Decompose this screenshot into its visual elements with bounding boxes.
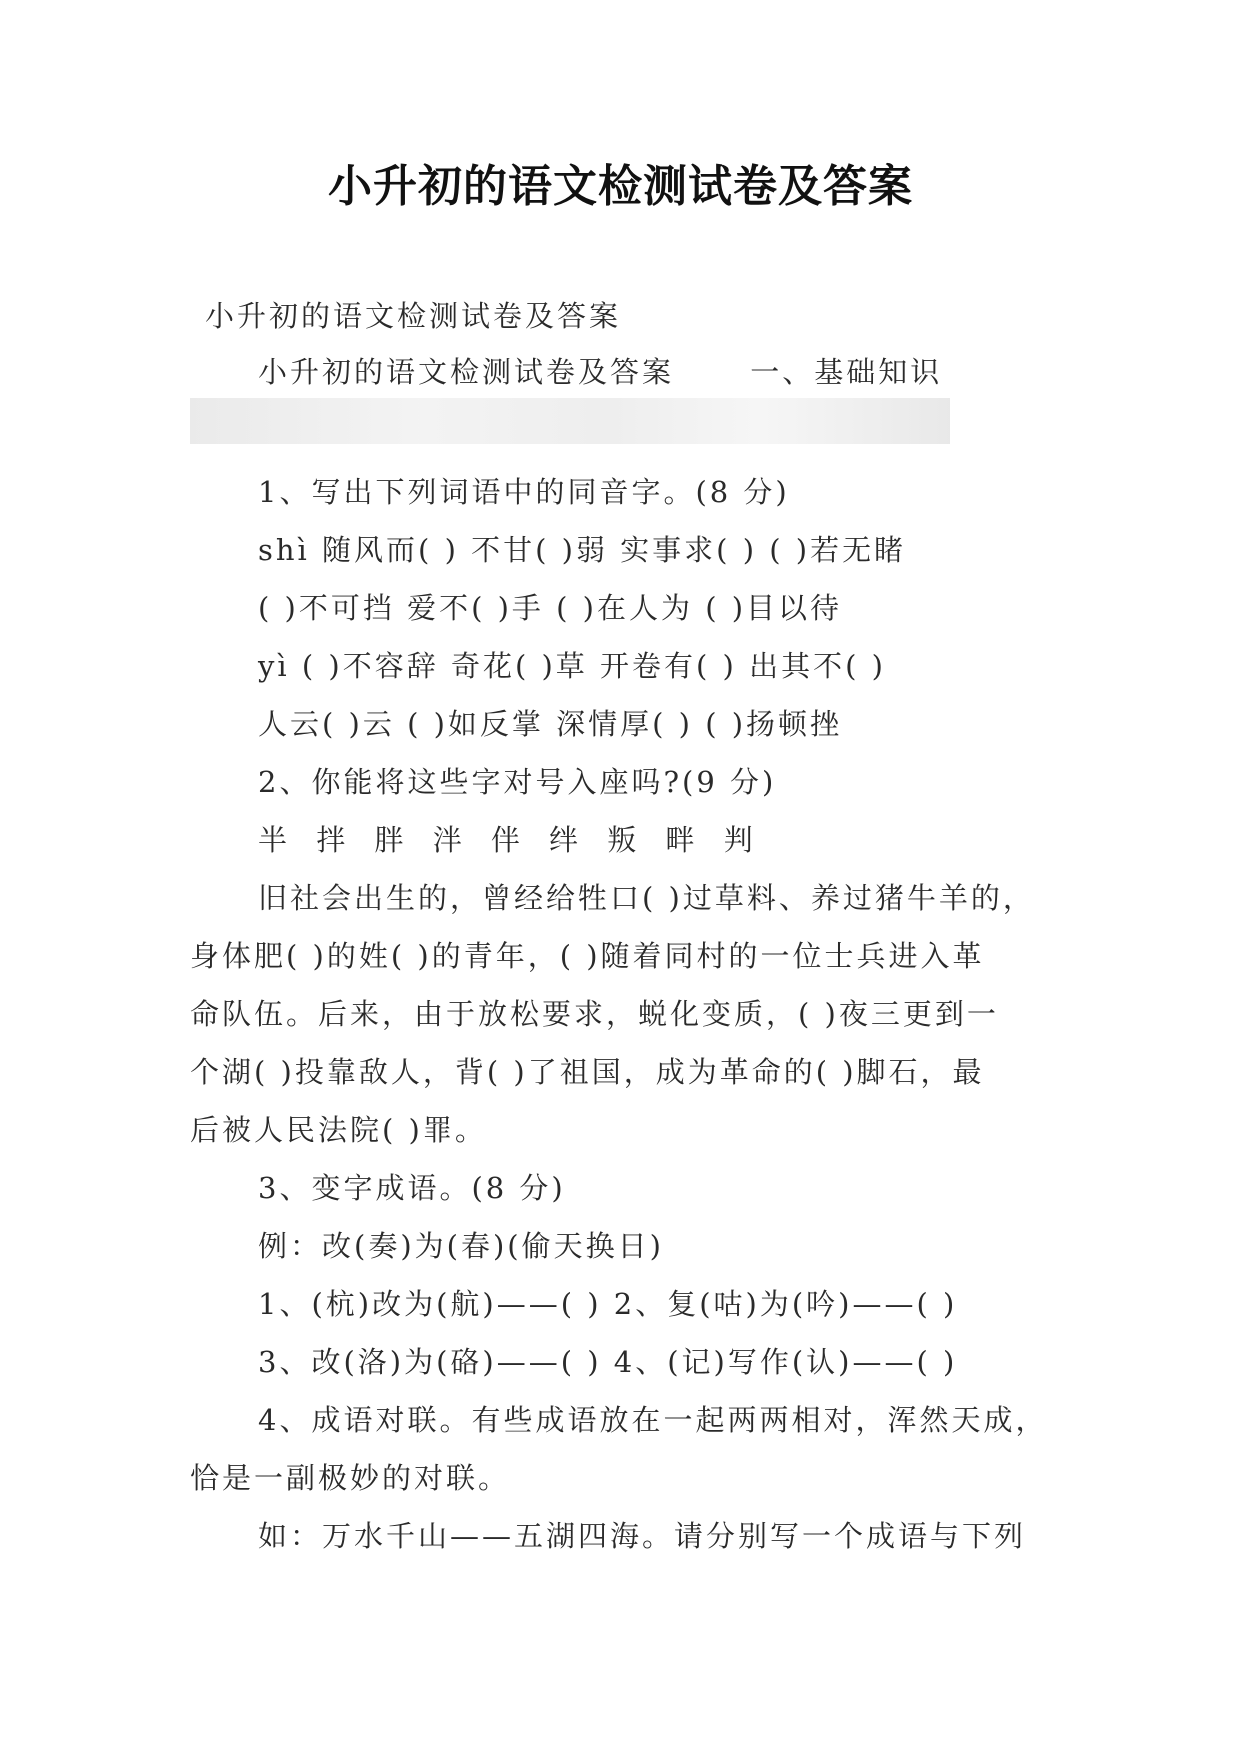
body-line: 恰是一副极妙的对联。 [190,1461,511,1495]
body-line: 2、你能将这些字对号入座吗?(9 分) [258,765,777,799]
body-line: 旧社会出生的，曾经给牲口( )过草料、养过猪牛羊的， [258,881,1035,915]
body-line: 个湖( )投靠敌人，背( )了祖国，成为革命的( )脚石，最 [190,1055,985,1089]
scan-smudge [190,398,950,444]
body-line: 半 拌 胖 泮 伴 绊 叛 畔 判 [258,823,763,857]
body-line: 3、变字成语。(8 分) [258,1171,566,1205]
body-line: 1、(杭)改为(航)——( ) 2、复(咕)为(吟)——( ) [258,1287,958,1321]
body-line: 人云( )云 ( )如反掌 深情厚( ) ( )扬顿挫 [258,707,843,741]
body-line: 1、写出下列词语中的同音字。(8 分) [258,475,790,509]
body-line: 后被人民法院( )罪。 [190,1113,487,1147]
body-line: yì ( )不容辞 奇花( )草 开卷有( ) 出其不( ) [258,649,886,683]
body-line: 例：改(奏)为(春)(偷天换日) [258,1229,664,1263]
body-line: 3、改(洛)为(硌)——( ) 4、(记)写作(认)——( ) [258,1345,958,1379]
document-title: 小升初的语文检测试卷及答案 [328,161,913,212]
body-line: 4、成语对联。有些成语放在一起两两相对，浑然天成， [258,1403,1048,1437]
body-line: 身体肥( )的姓( )的青年，( )随着同村的一位士兵进入革 [190,939,985,973]
body-line: 命队伍。后来，由于放松要求，蜕化变质，( )夜三更到一 [190,997,999,1031]
body-line: shì 随风而( ) 不甘( )弱 实事求( ) ( )若无睹 [258,533,907,567]
body-line: ( )不可挡 爱不( )手 ( )在人为 ( )目以待 [258,591,843,625]
intro-line: 小升初的语文检测试卷及答案 一、基础知识 [258,355,943,389]
subtitle: 小升初的语文检测试卷及答案 [205,299,622,333]
body-line: 如：万水千山——五湖四海。请分别写一个成语与下列 [258,1519,1027,1553]
